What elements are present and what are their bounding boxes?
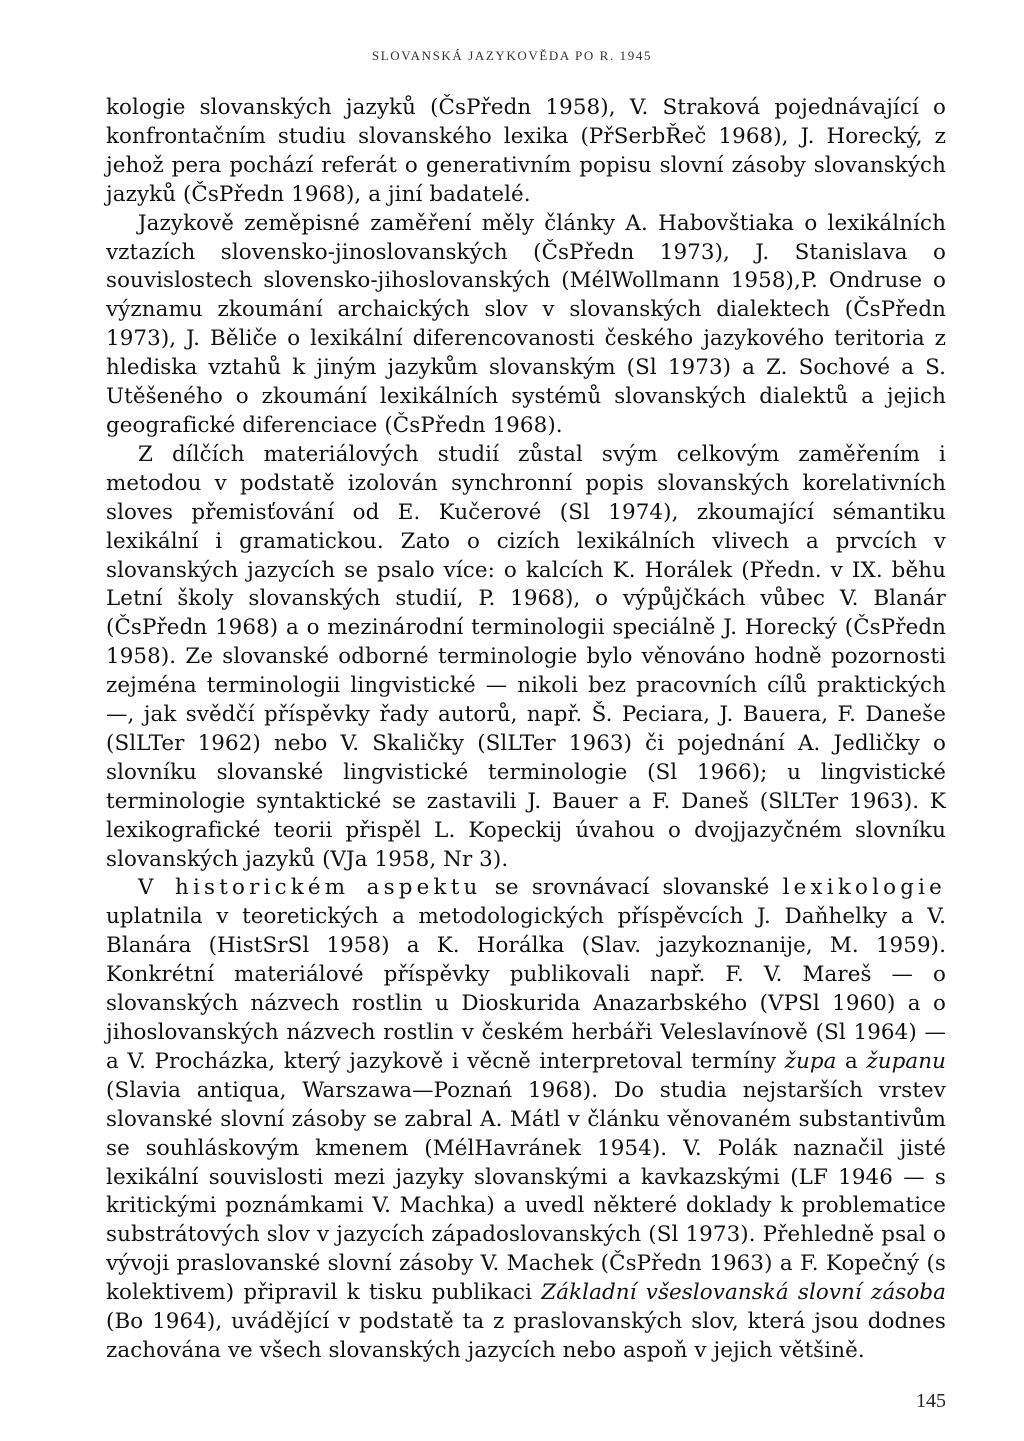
paragraph-2: Jazykově zeměpisné zaměření měly články A. Habovštiaka o lexikálních vztazích slovensko-jinoslovanských (ČsPředn 1973), J. Stanislava o souvislostech slovensko-jihoslovanských (MélWollmann 1958),P. Ondruse o významu zkoumání archaických slov v slovanských dialektech (ČsPředn 1973), J. Běliče o lexikální diferencovanosti českého jazykového teritoria z hlediska vztahů k jiným jazykům slovanským (Sl 1973) a Z. Sochové a S. Utěšeného o zkoumání lexikálních systémů slovanských dialektů a jejich geografické diferenciace (ČsPředn 1968). — [106, 210, 946, 438]
italic-book-title: Základní všeslovanská slovní zásoba — [541, 1280, 946, 1306]
running-head: SLOVANSKÁ JAZYKOVĚDA PO R. 1945 — [371, 48, 653, 63]
paragraph-3: Z dílčích materiálových studií zůstal svým celkovým zaměřením i metodou v podstatě izolován synchronní popis slovanských korelativních sloves přemisťování od E. Kučerové (Sl 1974), zkoumající sémantiku lexikální i gramatickou. Zato o cizích lexikálních vlivech a prvcích v slovanských jazycích se psalo více: o kalcích K. Horálek (Předn. v IX. běhu Letní školy slovanských studií, P. 1968), o výpůjčkách vůbec V. Blanár (ČsPředn 1968) a o mezinárodní terminologii speciálně J. Horecký (ČsPředn 1958). Ze slovanské odborné terminologie bylo věnováno hodně pozornosti zejména terminologii lingvistické — nikoli bez pracovních cílů praktických —, jak svědčí příspěvky řady autorů, např. Š. Peciara, J. Bauera, F. Daneše (SlLTer 1962) nebo V. Skaličky (SlLTer 1963) či pojednání A. Jedličky o slovníku slovanské lingvistické terminologie (Sl 1966); u lingvistické terminologie syntaktické se zastavili J. Bauer a F. Daneš (SlLTer 1963). K lexikografické teorii přispěl L. Kopeckij úvahou o dvojjazyčném slovníku slovanských jazyků (VJa 1958, Nr 3). — [106, 441, 946, 872]
paragraph-4-text-c: a — [836, 1048, 867, 1074]
paragraph-4-text-e: (Bo 1964), uvádějící v podstatě ta z praslovanských slov, která jsou dodnes zachována ve všech slovanských jazycích nebo aspoň v jejich většině. — [106, 1309, 946, 1363]
spaced-phrase: V historickém aspektu — [138, 875, 482, 901]
page-number: 145 — [916, 1390, 946, 1412]
body-text — [106, 94, 946, 1366]
italic-term-2: županu — [866, 1048, 946, 1074]
paragraph-4-text-b: uplatnila v teoretických a metodologických příspěvcích J. Daňhelky a V. Blanára (HistSrSl 1958) a K. Horálka (Slav. jazykoznanije, M. 1959). Konkrétní materiálové příspěvky publikovali např. F. V. Mareš — o slovanských názvech rostlin u Dioskurida Anazarbského (VPSl 1960) a o jihoslovanských názvech rostlin v českém herbáři Veleslavínově (Sl 1964) — a V. Procházka, který jazykově i věcně interpretoval termíny — [106, 904, 946, 1074]
spaced-word: lexikologie — [782, 875, 946, 901]
paragraph-1: kologie slovanských jazyků (ČsPředn 1958), V. Straková pojednávající o konfrontačním studiu slovanského lexika (PřSerbŘeč 1968), J. Horecký, z jehož pera pochází referát o generativním popisu slovní zásoby slovanských jazyků (ČsPředn 1968), a jiní badatelé. — [106, 95, 946, 207]
italic-term-1: župa — [784, 1048, 837, 1074]
paragraph-4 — [106, 874, 946, 1365]
paragraph-4-text-d: (Slavia antiqua, Warszawa—Poznań 1968). Do studia nejstarších vrstev slovanské slovní zásoby se zabral A. Mátl v článku věnovaném substantivům se souhláskovým kmenem (MélHavránek 1954). V. Polák naznačil jisté lexikální souvislosti mezi jazyky slovanskými a kavkazskými (LF 1946 — s kritickými poznámkami V. Machka) a uvedl některé doklady k problematice substrátových slov v jazycích západoslovanských (Sl 1973). Přehledně psal o vývoji praslovanské slovní zásoby V. Machek (ČsPředn 1963) a F. Kopečný (s kolektivem) připravil k tisku publikaci — [106, 1077, 946, 1306]
paragraph-4-text-a: se srovnávací slovanské — [481, 875, 783, 901]
